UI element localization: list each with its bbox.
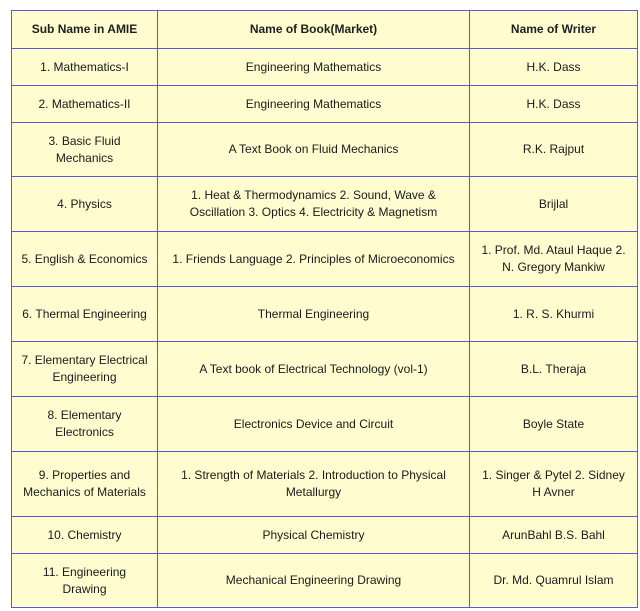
cell-subject: 10. Chemistry <box>12 517 158 554</box>
cell-subject: 1. Mathematics-I <box>12 49 158 86</box>
cell-writer: H.K. Dass <box>470 86 638 123</box>
table-row <box>12 452 638 517</box>
cell-book: 1. Heat & Thermodynamics 2. Sound, Wave & Oscillation 3. Optics 4. Electricity & Magnetism <box>158 177 470 232</box>
cell-book: Engineering Mathematics <box>158 86 470 123</box>
cell-subject: 8. Elementary Electronics <box>12 397 158 452</box>
cell-writer: 1. Singer & Pytel 2. Sidney H Avner <box>470 452 638 517</box>
cell-writer: ArunBahl B.S. Bahl <box>470 517 638 554</box>
content-area <box>2 2 638 609</box>
cell-book: 1. Friends Language 2. Principles of Microeconomics <box>158 232 470 287</box>
cell-subject: 5. English & Economics <box>12 232 158 287</box>
cell-writer: Dr. Md. Quamrul Islam <box>470 554 638 608</box>
table-row <box>12 49 638 86</box>
amie-books-table <box>11 10 638 608</box>
cell-subject: 4. Physics <box>12 177 158 232</box>
cell-subject: 6. Thermal Engineering <box>12 287 158 342</box>
header-book: Name of Book(Market) <box>158 11 470 49</box>
cell-writer: 1. Prof. Md. Ataul Haque 2. N. Gregory Mankiw <box>470 232 638 287</box>
cell-writer: R.K. Rajput <box>470 123 638 177</box>
cell-subject: 11. Engineering Drawing <box>12 554 158 608</box>
table-row <box>12 342 638 397</box>
table-header-row <box>12 11 638 49</box>
cell-writer: Brijlal <box>470 177 638 232</box>
cell-book: Thermal Engineering <box>158 287 470 342</box>
table-row <box>12 177 638 232</box>
table-row <box>12 554 638 608</box>
cell-writer: B.L. Theraja <box>470 342 638 397</box>
cell-book: Mechanical Engineering Drawing <box>158 554 470 608</box>
cell-subject: 3. Basic Fluid Mechanics <box>12 123 158 177</box>
cell-book: A Text Book on Fluid Mechanics <box>158 123 470 177</box>
cell-subject: 7. Elementary Electrical Engineering <box>12 342 158 397</box>
table-row <box>12 397 638 452</box>
cell-subject: 2. Mathematics-II <box>12 86 158 123</box>
header-subject: Sub Name in AMIE <box>12 11 158 49</box>
cell-writer: 1. R. S. Khurmi <box>470 287 638 342</box>
cell-book: Engineering Mathematics <box>158 49 470 86</box>
table-row <box>12 123 638 177</box>
header-writer: Name of Writer <box>470 11 638 49</box>
table-row <box>12 287 638 342</box>
cell-subject: 9. Properties and Mechanics of Materials <box>12 452 158 517</box>
cell-book: Physical Chemistry <box>158 517 470 554</box>
table-row <box>12 86 638 123</box>
cell-writer: Boyle State <box>470 397 638 452</box>
cell-book: A Text book of Electrical Technology (vol-1) <box>158 342 470 397</box>
table-row <box>12 517 638 554</box>
cell-writer: H.K. Dass <box>470 49 638 86</box>
cell-book: Electronics Device and Circuit <box>158 397 470 452</box>
cell-book: 1. Strength of Materials 2. Introduction to Physical Metallurgy <box>158 452 470 517</box>
table-row <box>12 232 638 287</box>
